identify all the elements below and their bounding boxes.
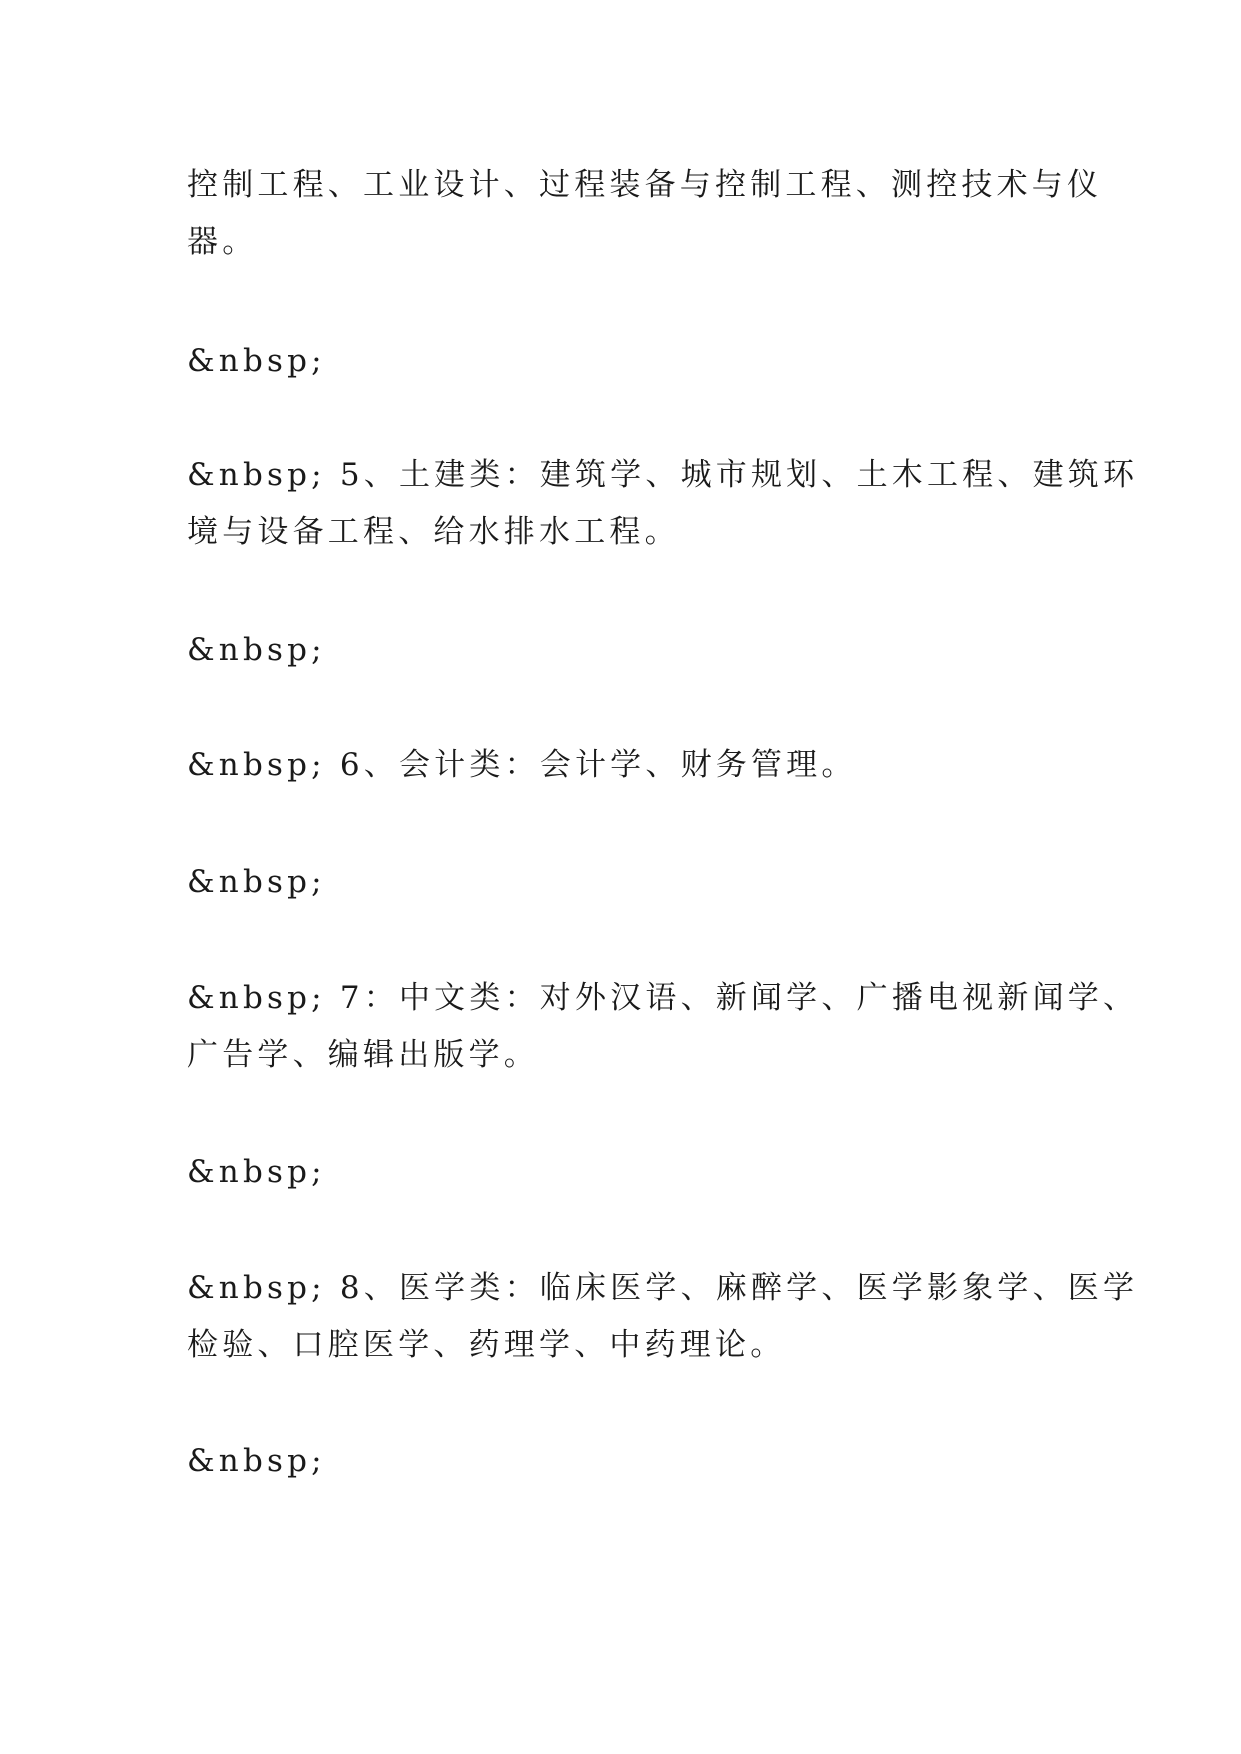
nbsp-line: &nbsp; bbox=[187, 864, 326, 900]
paragraph-line: 广告学、编辑出版学。 bbox=[187, 1037, 539, 1073]
nbsp-line: &nbsp; bbox=[187, 1154, 326, 1190]
nbsp-line: &nbsp; bbox=[187, 1443, 326, 1479]
paragraph-line: 器。 bbox=[187, 224, 258, 260]
paragraph-line: 检验、口腔医学、药理学、中药理论。 bbox=[187, 1327, 786, 1363]
paragraph-line: 控制工程、工业设计、过程装备与控制工程、测控技术与仪 bbox=[187, 167, 1103, 203]
paragraph-line: 境与设备工程、给水排水工程。 bbox=[187, 514, 680, 550]
nbsp-line: &nbsp; bbox=[187, 632, 326, 668]
paragraph-line: &nbsp; 5、土建类：建筑学、城市规划、土木工程、建筑环 bbox=[187, 457, 1139, 493]
nbsp-line: &nbsp; bbox=[187, 343, 326, 379]
paragraph-line: &nbsp; 7：中文类：对外汉语、新闻学、广播电视新闻学、 bbox=[187, 980, 1139, 1016]
paragraph-line: &nbsp; 6、会计类：会计学、财务管理。 bbox=[187, 747, 857, 783]
paragraph-line: &nbsp; 8、医学类：临床医学、麻醉学、医学影象学、医学 bbox=[187, 1270, 1139, 1306]
